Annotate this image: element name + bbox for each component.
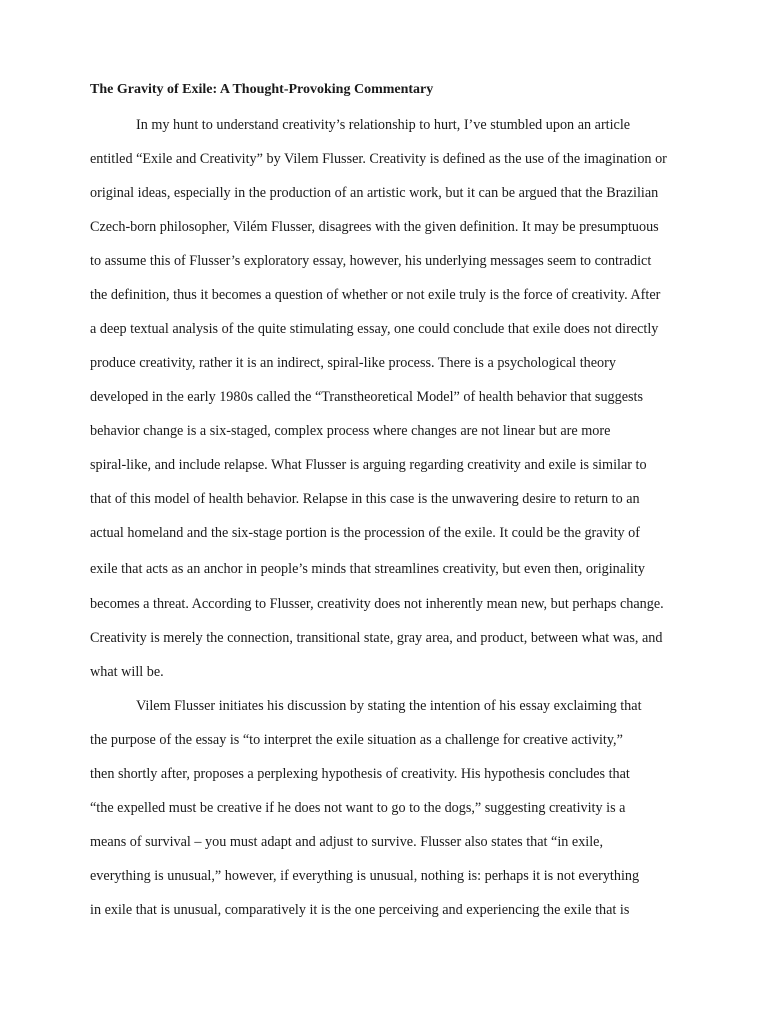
paragraph-line: In my hunt to understand creativity’s relationship to hurt, I’ve stumbled upon an article — [136, 117, 631, 133]
paragraph-line: Czech-born philosopher, Vilém Flusser, disagrees with the given definition. It may be presumptuous — [90, 219, 659, 235]
paragraph-line: then shortly after, proposes a perplexing hypothesis of creativity. His hypothesis concludes that — [90, 766, 630, 782]
paragraph-line: Creativity is merely the connection, transitional state, gray area, and product, between what was, and — [90, 630, 663, 646]
paragraph-line: what will be. — [90, 664, 164, 680]
document-title: The Gravity of Exile: A Thought-Provoking Commentary — [90, 82, 434, 97]
paragraph-line: a deep textual analysis of the quite stimulating essay, one could conclude that exile does not directly — [90, 321, 659, 337]
paragraph-line: that of this model of health behavior. Relapse in this case is the unwavering desire to return to an — [90, 491, 640, 507]
paragraph-line: developed in the early 1980s called the “Transtheoretical Model” of health behavior that suggests — [90, 389, 644, 405]
paragraph-line: to assume this of Flusser’s exploratory essay, however, his underlying messages seem to contradict — [90, 253, 652, 269]
paragraph-line: produce creativity, rather it is an indirect, spiral-like process. There is a psychological theory — [90, 355, 616, 371]
paragraph-line: everything is unusual,” however, if everything is unusual, nothing is: perhaps it is not everything — [90, 868, 640, 884]
paragraph-line: in exile that is unusual, comparatively it is the one perceiving and experiencing the exile that is — [90, 902, 630, 918]
paragraph-line: “the expelled must be creative if he does not want to go to the dogs,” suggesting creativity is a — [90, 800, 626, 816]
paragraph-line: the purpose of the essay is “to interpret the exile situation as a challenge for creative activity,” — [90, 732, 623, 748]
paragraph-line: the definition, thus it becomes a question of whether or not exile truly is the force of creativity. After — [90, 287, 661, 303]
paragraph-line: entitled “Exile and Creativity” by Vilem Flusser. Creativity is defined as the use of the imagination or — [90, 151, 667, 167]
paragraph-line: exile that acts as an anchor in people’s minds that streamlines creativity, but even then, originality — [90, 561, 645, 577]
paragraph-line: spiral-like, and include relapse. What Flusser is arguing regarding creativity and exile is similar to — [90, 457, 647, 473]
paragraph-line: behavior change is a six-staged, complex process where changes are not linear but are more — [90, 423, 611, 439]
paragraph-line: becomes a threat. According to Flusser, creativity does not inherently mean new, but perhaps change. — [90, 596, 664, 612]
paragraph-line: means of survival – you must adapt and adjust to survive. Flusser also states that “in exile, — [90, 834, 604, 850]
paragraph-line: actual homeland and the six-stage portion is the procession of the exile. It could be the gravity of — [90, 525, 641, 541]
paragraph-line: Vilem Flusser initiates his discussion by stating the intention of his essay exclaiming that — [136, 698, 642, 714]
paragraph-line: original ideas, especially in the production of an artistic work, but it can be argued that the Brazilian — [90, 185, 659, 201]
